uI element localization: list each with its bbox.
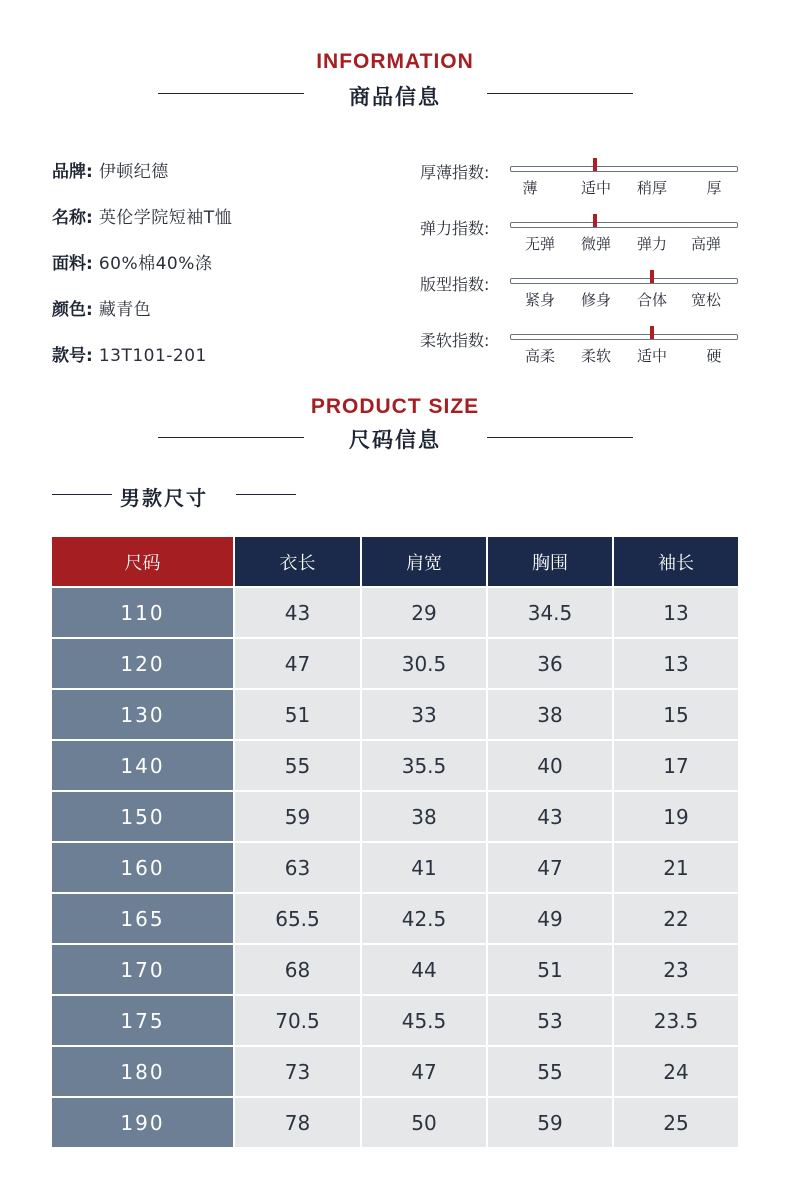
fit-index-label: 版型指数: [420,275,490,294]
cell-sleeve: 13 [614,588,738,637]
elasticity-index-marker [593,214,597,227]
softness-option: 高柔 [524,347,555,365]
softness-option: 硬 [706,347,722,365]
cell-shoulder: 35.5 [362,741,486,790]
thickness-option: 稍厚 [636,179,667,197]
cell-shoulder: 45.5 [362,996,486,1045]
fit-option: 宽松 [690,291,721,309]
cell-length: 65.5 [235,894,360,943]
header-length: 衣长 [235,537,360,586]
style-no-row [52,341,207,366]
cell-length: 47 [235,639,360,688]
elasticity-index-scale [510,222,738,228]
men-size-title: 男款尺寸 [120,486,208,510]
softness-option: 适中 [636,347,667,365]
cell-shoulder: 44 [362,945,486,994]
cell-chest: 36 [488,639,612,688]
divider-line [487,93,633,94]
cell-shoulder: 33 [362,690,486,739]
cell-sleeve: 24 [614,1047,738,1096]
brand-label: 品牌: [52,162,93,182]
color-label: 颜色: [52,300,93,320]
size-section-en-title: PRODUCT SIZE [310,395,480,418]
cell-length: 59 [235,792,360,841]
cell-length: 70.5 [235,996,360,1045]
header-sleeve: 袖长 [614,537,738,586]
cell-sleeve: 17 [614,741,738,790]
cell-size: 160 [52,843,233,892]
divider-line [52,494,112,495]
fabric-row [52,249,212,274]
cell-shoulder: 50 [362,1098,486,1147]
cell-size: 150 [52,792,233,841]
info-section-en-title: INFORMATION [316,50,474,73]
fabric-label: 面料: [52,254,93,274]
cell-length: 63 [235,843,360,892]
cell-chest: 38 [488,690,612,739]
name-value: 英伦学院短袖T恤 [98,208,233,228]
fit-option: 合体 [636,291,667,309]
brand-value: 伊顿纪德 [98,162,169,182]
cell-chest: 40 [488,741,612,790]
cell-chest: 34.5 [488,588,612,637]
cell-sleeve: 23 [614,945,738,994]
cell-chest: 43 [488,792,612,841]
cell-chest: 53 [488,996,612,1045]
cell-chest: 47 [488,843,612,892]
elasticity-option: 微弹 [580,235,611,253]
cell-sleeve: 25 [614,1098,738,1147]
divider-line [487,437,633,438]
elasticity-option: 高弹 [690,235,721,253]
thickness-option: 厚 [706,179,722,197]
cell-size: 110 [52,588,233,637]
cell-chest: 59 [488,1098,612,1147]
cell-length: 73 [235,1047,360,1096]
cell-size: 175 [52,996,233,1045]
fit-index-marker [650,270,654,283]
softness-index-scale [510,334,738,340]
cell-shoulder: 30.5 [362,639,486,688]
cell-length: 55 [235,741,360,790]
cell-sleeve: 21 [614,843,738,892]
name-row [52,203,232,228]
color-row [52,295,151,320]
brand-row [52,157,169,182]
cell-shoulder: 29 [362,588,486,637]
softness-index-label: 柔软指数: [420,331,490,350]
color-value: 藏青色 [98,300,152,320]
cell-chest: 51 [488,945,612,994]
cell-length: 78 [235,1098,360,1147]
size-section-title: 尺码信息 [349,428,441,452]
header-size: 尺码 [52,537,233,586]
fabric-value: 60%棉40%涤 [98,254,213,274]
softness-index-marker [650,326,654,339]
cell-length: 68 [235,945,360,994]
elasticity-option: 无弹 [524,235,555,253]
cell-size: 165 [52,894,233,943]
thickness-option: 适中 [580,179,611,197]
divider-line [236,494,296,495]
thickness-index-marker [593,158,597,171]
style-no-label: 款号: [52,346,93,366]
cell-size: 130 [52,690,233,739]
cell-size: 140 [52,741,233,790]
cell-size: 170 [52,945,233,994]
cell-sleeve: 19 [614,792,738,841]
info-section-title: 商品信息 [349,85,441,109]
cell-shoulder: 38 [362,792,486,841]
style-no-value: 13T101-201 [98,346,207,366]
cell-sleeve: 22 [614,894,738,943]
cell-sleeve: 15 [614,690,738,739]
cell-length: 51 [235,690,360,739]
cell-length: 43 [235,588,360,637]
cell-shoulder: 47 [362,1047,486,1096]
thickness-index-scale [510,166,738,172]
cell-chest: 55 [488,1047,612,1096]
cell-sleeve: 23.5 [614,996,738,1045]
cell-size: 190 [52,1098,233,1147]
cell-shoulder: 42.5 [362,894,486,943]
fit-index-scale [510,278,738,284]
thickness-option: 薄 [522,179,538,197]
cell-chest: 49 [488,894,612,943]
elasticity-option: 弹力 [636,235,667,253]
cell-sleeve: 13 [614,639,738,688]
name-label: 名称: [52,208,93,228]
fit-option: 修身 [580,291,611,309]
cell-shoulder: 41 [362,843,486,892]
elasticity-index-label: 弹力指数: [420,219,490,238]
cell-size: 180 [52,1047,233,1096]
fit-option: 紧身 [524,291,555,309]
thickness-index-label: 厚薄指数: [420,163,490,182]
header-chest: 胸围 [488,537,612,586]
cell-size: 120 [52,639,233,688]
softness-option: 柔软 [580,347,611,365]
header-shoulder: 肩宽 [362,537,486,586]
